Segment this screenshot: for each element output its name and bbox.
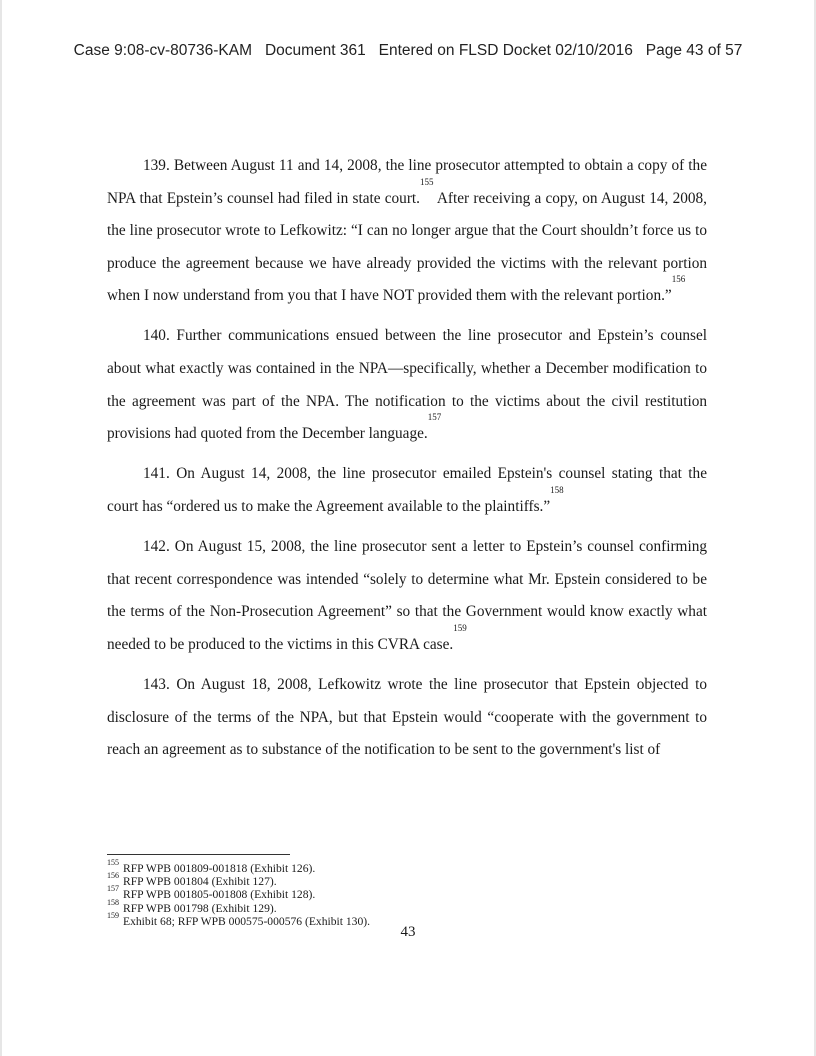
paragraph-140: [107, 320, 707, 450]
footnote-number: 159: [107, 910, 119, 920]
paragraph-139: [107, 150, 707, 313]
document-number: Document 361: [264, 42, 366, 59]
paragraph-number: 141.: [143, 465, 170, 483]
footnote-ref: 155: [420, 176, 434, 187]
paragraph-number: 140.: [143, 327, 170, 345]
footnote-number: 156: [107, 871, 119, 881]
paragraph-141: [107, 458, 707, 523]
paragraph-143: [107, 669, 707, 767]
scan-edge-left: [0, 0, 2, 1056]
footnote-ref: 159: [453, 622, 467, 633]
footnote-ref: 156: [671, 274, 686, 285]
paragraph-142: [107, 531, 707, 661]
body-text: [107, 150, 707, 774]
paragraph-text: After receiving a copy, on August 14, 2008, the line prosecutor wrote to Lefkowitz: “I can no longer argue that the Court shouldn’t force us to produce the agreement because we have already provided the victims with the relevant portion when I now understand from you that I have NOT provided them with the relevant portion.”: [107, 189, 707, 305]
footnote-text: RFP WPB 001809-001818 (Exhibit 126).: [123, 862, 316, 875]
paragraph-text: On August 15, 2008, the line prosecutor sent a letter to Epstein’s counsel confirming that recent correspondence was intended “solely to determine what Mr. Epstein considered to be the terms of the Non-Prosecution Agreement” so that the Government would know exactly what needed to be produced to the victims in this CVRA case.: [107, 538, 707, 653]
docket-entry: Entered on FLSD Docket 02/10/2016: [378, 42, 633, 59]
paragraph-text: On August 18, 2008, Lefkowitz wrote the line prosecutor that Epstein objected to disclosure of the terms of the NPA, but that Epstein would “cooperate with the government to reach an agreement as to substance of the notification to be sent to the government's list of: [107, 675, 707, 759]
case-number: Case 9:08-cv-80736-KAM: [73, 42, 253, 59]
paragraph-number: 143.: [143, 675, 170, 693]
footnote-text: RFP WPB 001804 (Exhibit 127).: [123, 875, 277, 889]
footnote-number: 157: [107, 884, 119, 894]
footnote-text: RFP WPB 001805-001808 (Exhibit 128).: [123, 888, 316, 902]
paragraph-text: On August 14, 2008, the line prosecutor emailed Epstein's counsel stating that the court has “ordered us to make the Agreement available to the plaintiffs.”: [107, 465, 707, 515]
footnote: [107, 858, 707, 875]
footnote: [107, 897, 707, 915]
paragraph-number: 139.: [143, 157, 170, 174]
docket-header: [0, 42, 816, 60]
footnote-ref: 157: [427, 412, 442, 423]
footnote-separator: [107, 854, 290, 855]
paragraph-text: Further communications ensued between the line prosecutor and Epstein’s counsel about what exactly was contained in the NPA—specifically, whether a December modification to the agreement was part of the NPA. The notification to the victims about the civil restitution provisions had quoted from the December language.: [107, 327, 707, 443]
paragraph-number: 142.: [143, 538, 170, 556]
page-number: 43: [400, 924, 416, 940]
footnote-ref: 158: [550, 484, 564, 495]
footnotes: [107, 858, 707, 928]
paragraph-text: Between August 11 and 14, 2008, the line prosecutor attempted to obtain a copy of the NPA that Epstein’s counsel had filed in state court.: [107, 157, 707, 207]
footnote-text: RFP WPB 001798 (Exhibit 129).: [123, 901, 277, 915]
footnote-number: 155: [107, 858, 119, 867]
header-page-count: Page 43 of 57: [645, 42, 743, 59]
footnote-number: 158: [107, 897, 119, 907]
footnote-text: Exhibit 68; RFP WPB 000575-000576 (Exhibit 130).: [123, 914, 371, 928]
